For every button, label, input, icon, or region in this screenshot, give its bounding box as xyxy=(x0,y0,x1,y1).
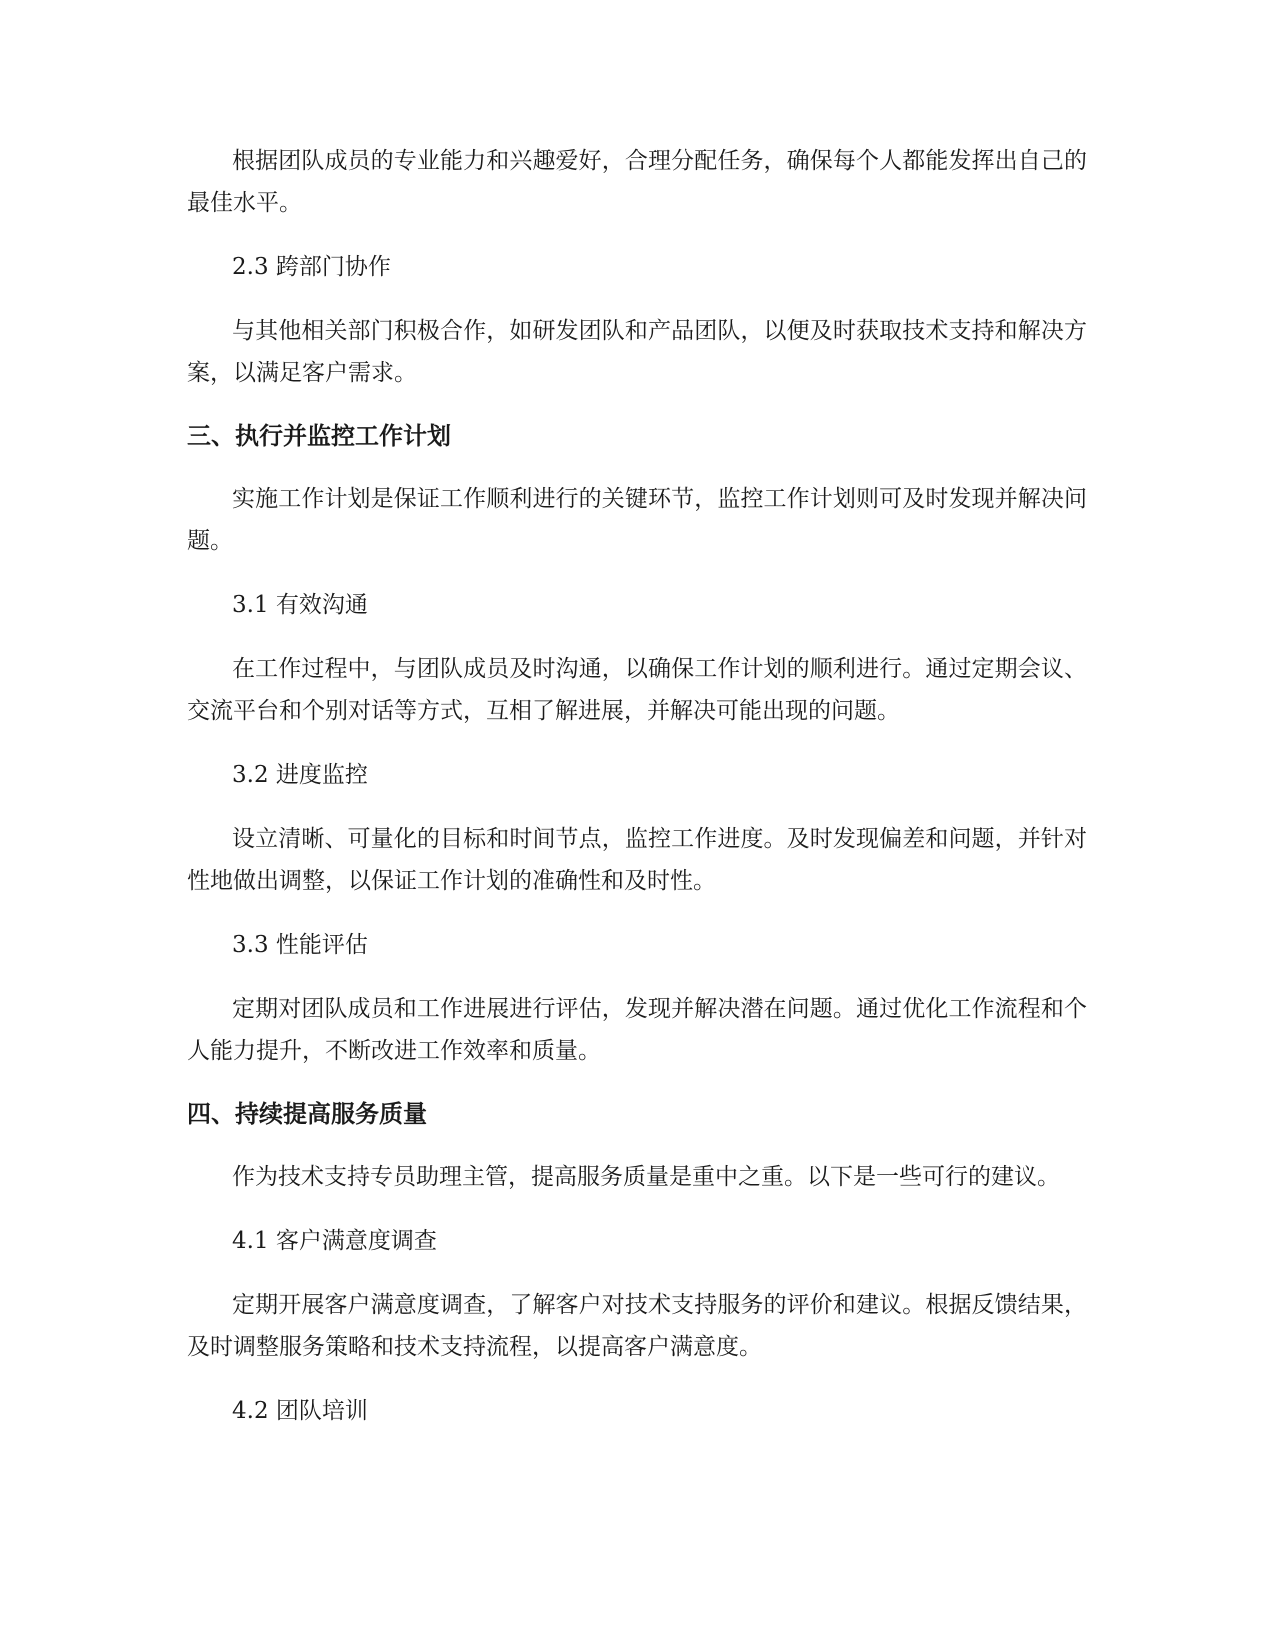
paragraph-cross-dept: 与其他相关部门积极合作，如研发团队和产品团队，以便及时获取技术支持和解决方案，以满足客户需求。 xyxy=(187,318,1087,386)
document-body xyxy=(187,140,1087,1454)
paragraph-progress: 设立清晰、可量化的目标和时间节点，监控工作进度。及时发现偏差和问题，并针对性地做出调整，以保证工作计划的准确性和及时性。 xyxy=(187,826,1087,894)
paragraph-communication: 在工作过程中，与团队成员及时沟通，以确保工作计划的顺利进行。通过定期会议、交流平台和个别对话等方式，互相了解进展，并解决可能出现的问题。 xyxy=(187,656,1087,724)
subheading-3-1: 3.1 有效沟通 xyxy=(232,592,368,618)
paragraph-task-assignment: 根据团队成员的专业能力和兴趣爱好，合理分配任务，确保每个人都能发挥出自己的最佳水平。 xyxy=(187,148,1087,216)
subheading-4-1: 4.1 客户满意度调查 xyxy=(232,1228,437,1254)
subheading-3-3: 3.3 性能评估 xyxy=(232,932,368,958)
paragraph-evaluation: 定期对团队成员和工作进展进行评估，发现并解决潜在问题。通过优化工作流程和个人能力提升，不断改进工作效率和质量。 xyxy=(187,996,1087,1064)
section-heading-4: 四、持续提高服务质量 xyxy=(187,1100,427,1128)
subheading-2-3: 2.3 跨部门协作 xyxy=(232,254,391,280)
paragraph-survey: 定期开展客户满意度调查，了解客户对技术支持服务的评价和建议。根据反馈结果，及时调整服务策略和技术支持流程，以提高客户满意度。 xyxy=(187,1292,1087,1360)
subheading-3-2: 3.2 进度监控 xyxy=(232,762,368,788)
subheading-4-2: 4.2 团队培训 xyxy=(232,1398,368,1424)
paragraph-section-3-intro: 实施工作计划是保证工作顺利进行的关键环节，监控工作计划则可及时发现并解决问题。 xyxy=(187,486,1087,554)
paragraph-section-4-intro: 作为技术支持专员助理主管，提高服务质量是重中之重。以下是一些可行的建议。 xyxy=(232,1164,1060,1190)
section-heading-3: 三、执行并监控工作计划 xyxy=(187,422,451,450)
